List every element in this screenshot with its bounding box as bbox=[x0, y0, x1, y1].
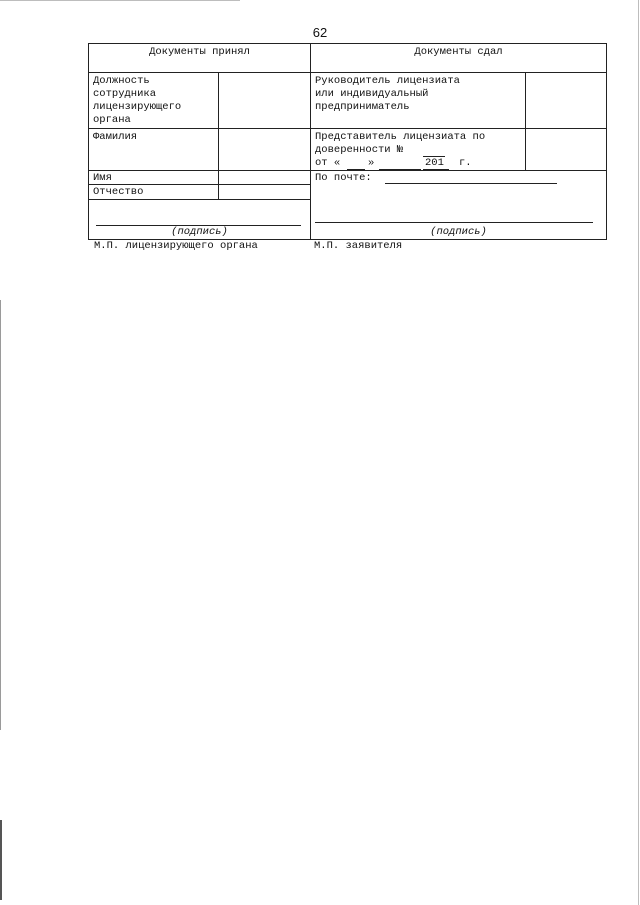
name-row-divider bbox=[89, 184, 310, 185]
scan-edge-left-lower bbox=[0, 820, 2, 900]
scan-edge-top bbox=[0, 0, 240, 1]
left-header: Документы принял bbox=[149, 46, 250, 58]
right-header: Документы сдал bbox=[414, 46, 503, 58]
poa-day-line bbox=[347, 169, 365, 170]
right-row1-divider bbox=[310, 128, 607, 129]
left-row2-divider bbox=[89, 170, 310, 171]
right-value-divider bbox=[525, 72, 526, 170]
position-label: Должность сотрудника лицензирующего органа bbox=[93, 75, 182, 126]
name-label: Имя bbox=[93, 172, 112, 184]
left-value-divider bbox=[218, 72, 219, 199]
right-signature-caption: (подпись) bbox=[430, 226, 487, 238]
stamp-right: М.П. заявителя bbox=[314, 240, 403, 252]
left-row1-divider bbox=[89, 128, 310, 129]
surname-label: Фамилия bbox=[93, 131, 138, 143]
poa-year: 201 bbox=[425, 157, 444, 169]
poa-year-line bbox=[423, 169, 449, 170]
poa-year-suffix: г. bbox=[459, 157, 472, 169]
stamp-left: М.П. лицензирующего органа bbox=[94, 240, 258, 252]
right-signature-line bbox=[315, 222, 593, 223]
document-transfer-form bbox=[88, 43, 607, 240]
scan-edge-right bbox=[638, 0, 639, 905]
poa-date-quote: » bbox=[368, 157, 375, 169]
scan-edge-left bbox=[0, 300, 1, 730]
left-signature-caption: (подпись) bbox=[171, 226, 228, 238]
center-divider bbox=[310, 44, 311, 240]
manager-label: Руководитель лицензиата или индивидуальный предприниматель bbox=[315, 75, 460, 113]
poa-month-line bbox=[379, 169, 421, 170]
patronymic-label: Отчество bbox=[93, 186, 144, 198]
right-row2-divider bbox=[310, 170, 607, 171]
poa-date-prefix: от « bbox=[315, 157, 341, 169]
representative-label: Представитель лицензиата по доверенности № bbox=[315, 131, 486, 156]
by-mail-line bbox=[385, 183, 557, 184]
header-divider bbox=[89, 72, 607, 73]
patronymic-row-divider bbox=[89, 199, 310, 200]
by-mail-label: По почте: bbox=[315, 172, 372, 184]
page-number: 62 bbox=[312, 25, 328, 40]
